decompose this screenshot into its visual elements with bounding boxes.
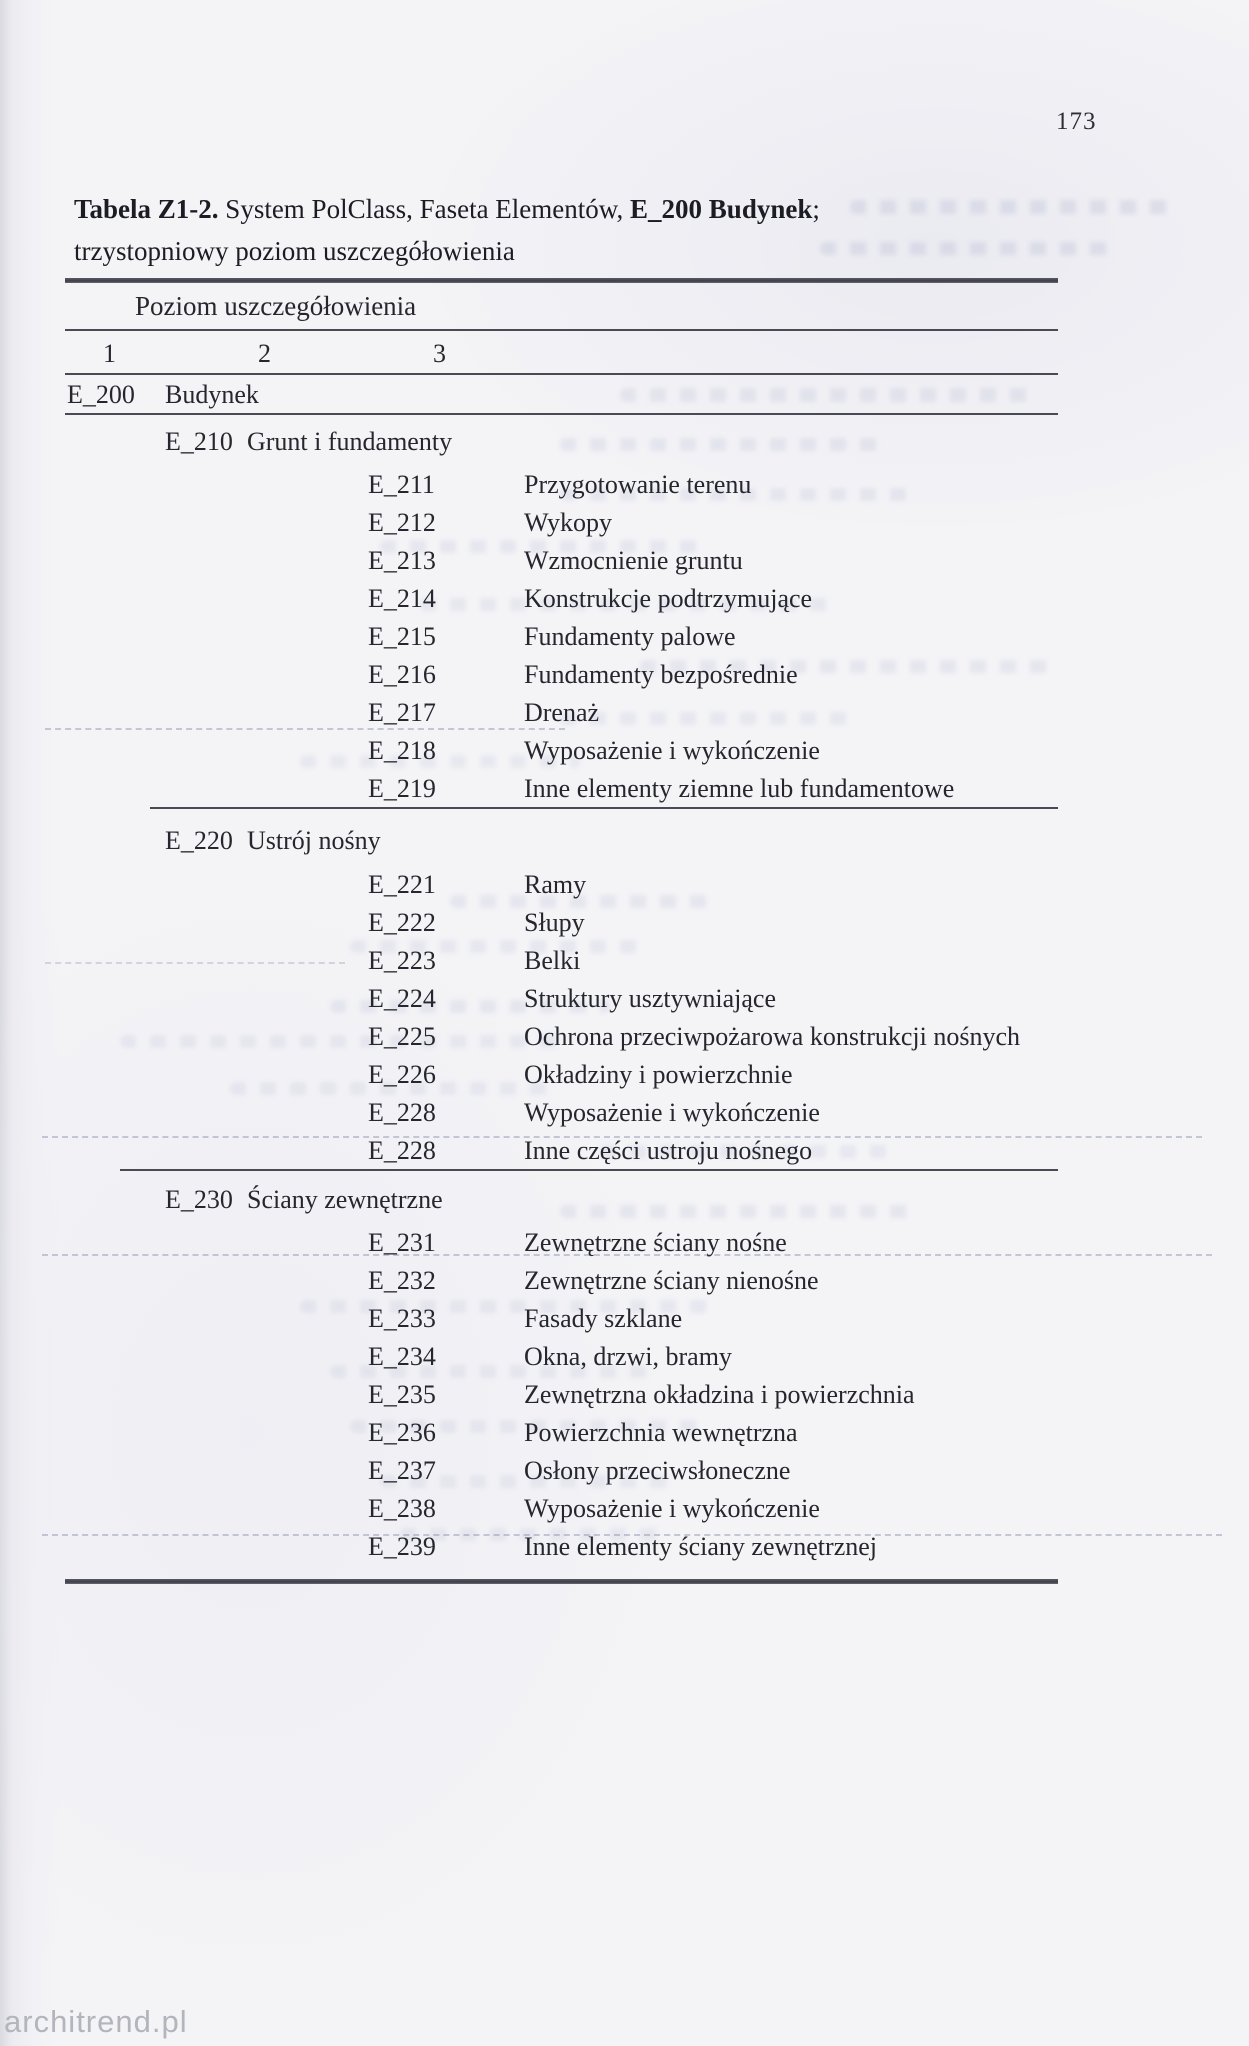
row-code: E_213	[368, 546, 436, 575]
row-code: E_217	[368, 698, 436, 727]
section-header-e220	[65, 809, 1058, 865]
table-row	[65, 1489, 1058, 1527]
section-code: E_210	[165, 427, 233, 456]
table-title-line1: Tabela Z1-2. System PolClass, Faseta Elementów, E_200 Budynek;	[74, 194, 820, 224]
table-row	[65, 1451, 1058, 1489]
column-header-3: 3	[433, 339, 446, 368]
table-header-caption: Poziom uszczegółowienia	[135, 290, 417, 321]
page-number: 173	[1056, 108, 1097, 135]
section-label: Ustrój nośny	[247, 826, 381, 855]
table-row	[65, 1017, 1058, 1055]
row-code: E_239	[368, 1532, 436, 1561]
table-row	[65, 1093, 1058, 1131]
table-row	[65, 1261, 1058, 1299]
row-label: Przygotowanie terenu	[524, 470, 752, 499]
row-label: Wyposażenie i wykończenie	[524, 736, 820, 765]
table-row	[65, 579, 1058, 617]
row-code: E_228	[368, 1136, 436, 1165]
row-code: E_212	[368, 508, 436, 537]
table-row	[65, 1055, 1058, 1093]
table-row	[65, 503, 1058, 541]
table-bottom-rule	[65, 1579, 1058, 1584]
table-row	[65, 617, 1058, 655]
table-row	[65, 865, 1058, 903]
row-label: Zewnętrzne ściany nośne	[524, 1228, 787, 1257]
row-label: Zewnętrzna okładzina i powierzchnia	[524, 1380, 915, 1409]
row-label: Inne elementy ziemne lub fundamentowe	[524, 774, 955, 803]
row-code: E_235	[368, 1380, 436, 1409]
row-label: Słupy	[524, 908, 585, 937]
table-row	[65, 1223, 1058, 1261]
table-row	[65, 1413, 1058, 1451]
row-code: E_225	[368, 1022, 436, 1051]
table-row	[65, 1527, 1058, 1565]
table-title	[74, 188, 834, 272]
row-label: Wyposażenie i wykończenie	[524, 1098, 820, 1127]
row-label: Wyposażenie i wykończenie	[524, 1494, 820, 1523]
title-table-id: Tabela Z1-2.	[74, 194, 219, 224]
row-code: E_218	[368, 736, 436, 765]
table-title-line2: trzystopniowy poziom uszczegółowienia	[74, 236, 515, 266]
row-code: E_236	[368, 1418, 436, 1447]
row-code: E_228	[368, 1098, 436, 1127]
row-code: E_234	[368, 1342, 436, 1371]
table-row	[65, 979, 1058, 1017]
row-label: Belki	[524, 946, 581, 975]
row-label: Drenaż	[524, 698, 600, 727]
bleed-through-artifact	[820, 242, 1120, 255]
table-row	[65, 655, 1058, 693]
column-numbers-row	[65, 331, 1058, 373]
table-row	[65, 1375, 1058, 1413]
row-code: E_232	[368, 1266, 436, 1295]
row-label: Budynek	[165, 380, 259, 409]
row-label: Zewnętrzne ściany nienośne	[524, 1266, 819, 1295]
table-row	[65, 941, 1058, 979]
table-row	[65, 693, 1058, 731]
row-code: E_211	[368, 470, 435, 499]
row-label: Konstrukcje podtrzymujące	[524, 584, 813, 613]
column-header-1: 1	[103, 339, 116, 368]
row-code: E_221	[368, 870, 436, 899]
row-code: E_223	[368, 946, 436, 975]
section-label: Grunt i fundamenty	[247, 427, 453, 456]
row-label: Okna, drzwi, bramy	[524, 1342, 732, 1371]
row-code: E_231	[368, 1228, 436, 1257]
row-label: Ochrona przeciwpożarowa konstrukcji nośnych	[524, 1022, 1020, 1051]
row-label: Inne elementy ściany zewnętrznej	[524, 1532, 877, 1561]
section-header-e210	[65, 415, 1058, 465]
row-code: E_200	[67, 380, 135, 409]
row-label: Powierzchnia wewnętrzna	[524, 1418, 798, 1447]
spacer	[65, 1565, 1058, 1579]
row-code: E_216	[368, 660, 436, 689]
row-code: E_224	[368, 984, 436, 1013]
table-row	[65, 731, 1058, 769]
section-header-e230	[65, 1171, 1058, 1223]
row-code: E_226	[368, 1060, 436, 1089]
row-code: E_233	[368, 1304, 436, 1333]
table-row	[65, 465, 1058, 503]
classification-table	[65, 278, 1058, 1584]
row-label: Fasady szklane	[524, 1304, 683, 1333]
section-code: E_230	[165, 1185, 233, 1214]
row-label: Struktury usztywniające	[524, 984, 776, 1013]
row-label: Ramy	[524, 870, 587, 899]
row-code: E_215	[368, 622, 436, 651]
watermark: architrend.pl	[4, 2004, 188, 2039]
row-code: E_237	[368, 1456, 436, 1485]
section-label: Ściany zewnętrzne	[247, 1185, 443, 1214]
bleed-through-artifact	[850, 200, 1180, 214]
table-row	[65, 903, 1058, 941]
row-label: Inne części ustroju nośnego	[524, 1136, 813, 1165]
table-row	[65, 541, 1058, 579]
row-code: E_219	[368, 774, 436, 803]
row-code: E_214	[368, 584, 436, 613]
section-code: E_220	[165, 826, 233, 855]
row-label: Fundamenty bezpośrednie	[524, 660, 798, 689]
row-code: E_222	[368, 908, 436, 937]
title-facet-code: E_200 Budynek	[630, 194, 813, 224]
row-label: Fundamenty palowe	[524, 622, 736, 651]
table-row	[65, 769, 1058, 807]
row-label: Wykopy	[524, 508, 612, 537]
row-code: E_238	[368, 1494, 436, 1523]
row-label: Wzmocnienie gruntu	[524, 546, 743, 575]
row-label: Okładziny i powierzchnie	[524, 1060, 793, 1089]
table-row-level1	[65, 375, 1058, 413]
table-row	[65, 1337, 1058, 1375]
column-header-2: 2	[258, 339, 271, 368]
table-row	[65, 1131, 1058, 1169]
table-row	[65, 1299, 1058, 1337]
row-label: Osłony przeciwsłoneczne	[524, 1456, 791, 1485]
